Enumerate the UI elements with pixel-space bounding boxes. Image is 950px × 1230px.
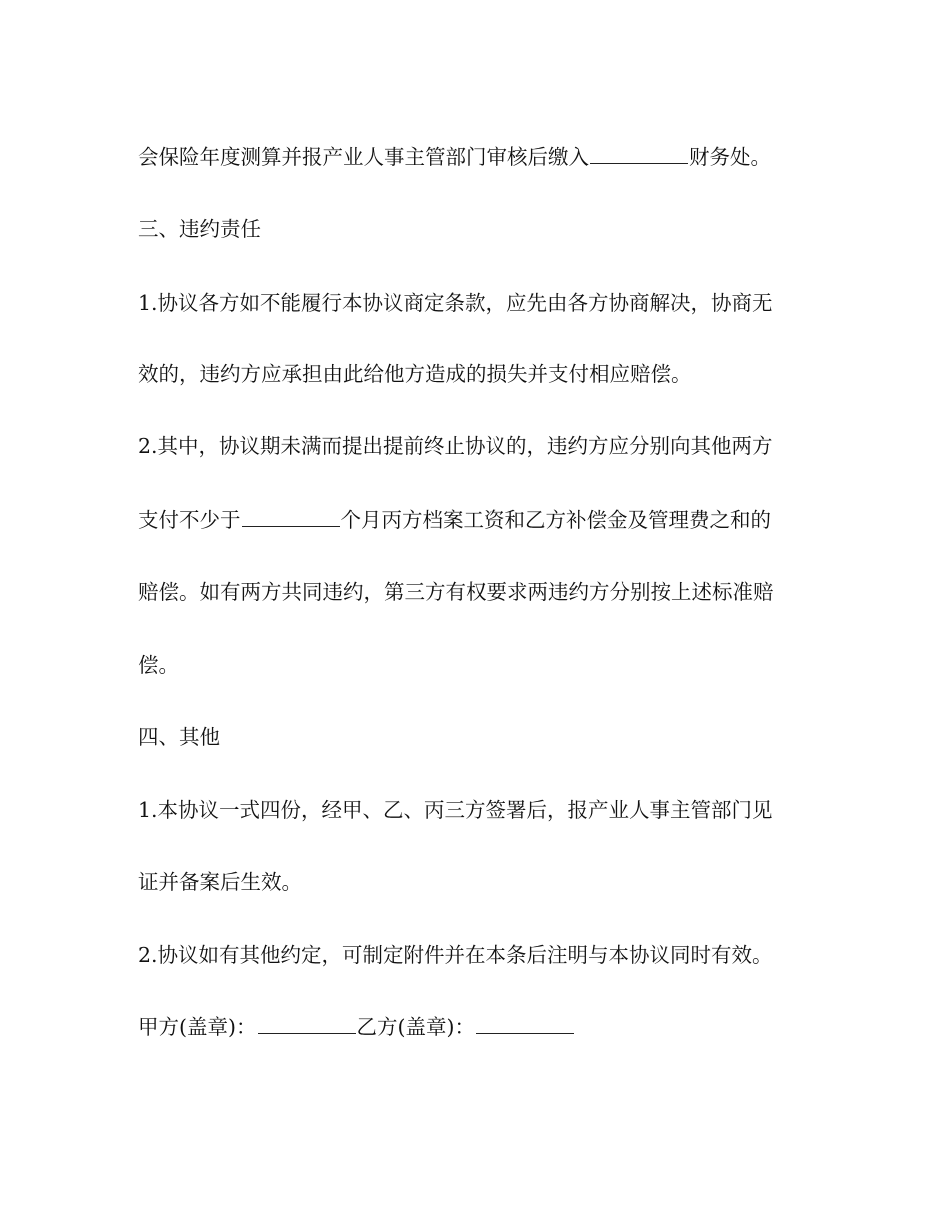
paragraph-line: [138, 142, 771, 172]
signature-line: [138, 1012, 575, 1042]
clause-3-2-line-2: [138, 505, 771, 535]
clause-3-1-line-2: 效的，违约方应承担由此给他方造成的损失并支付相应赔偿。: [138, 362, 692, 386]
fill-in-blank: [242, 508, 340, 527]
clause-4-2: 2.协议如有其他约定，可制定附件并在本条后注明与本协议同时有效。: [138, 943, 773, 967]
section-heading-other: 四、其他: [138, 725, 220, 749]
clause-3-1-line-1: 1.协议各方如不能履行本协议商定条款，应先由各方协商解决，协商无: [138, 291, 773, 315]
clause-3-2-line-4: 偿。: [138, 653, 179, 677]
text-segment: 财务处。: [689, 145, 771, 169]
text-segment: 会保险年度测算并报产业人事主管部门审核后缴入: [138, 145, 589, 169]
text-segment: 个月丙方档案工资和乙方补偿金及管理费之和的: [340, 508, 771, 532]
clause-4-1-line-1: 1.本协议一式四份，经甲、乙、丙三方签署后，报产业人事主管部门见: [138, 798, 773, 822]
fill-in-blank: [590, 145, 688, 164]
text-segment: 支付不少于: [138, 508, 241, 532]
party-a-seal-label: 甲方(盖章)：: [138, 1015, 257, 1039]
party-a-signature-blank: [258, 1015, 356, 1034]
party-b-seal-label: 乙方(盖章)：: [356, 1015, 475, 1039]
clause-4-1-line-2: 证并备案后生效。: [138, 870, 302, 894]
party-b-signature-blank: [476, 1015, 574, 1034]
clause-3-2-line-3: 赔偿。如有两方共同违约，第三方有权要求两违约方分别按上述标准赔: [138, 580, 774, 604]
clause-3-2-line-1: 2.其中，协议期未满而提出提前终止协议的，违约方应分别向其他两方: [138, 434, 773, 458]
section-heading-breach-liability: 三、违约责任: [138, 217, 261, 241]
